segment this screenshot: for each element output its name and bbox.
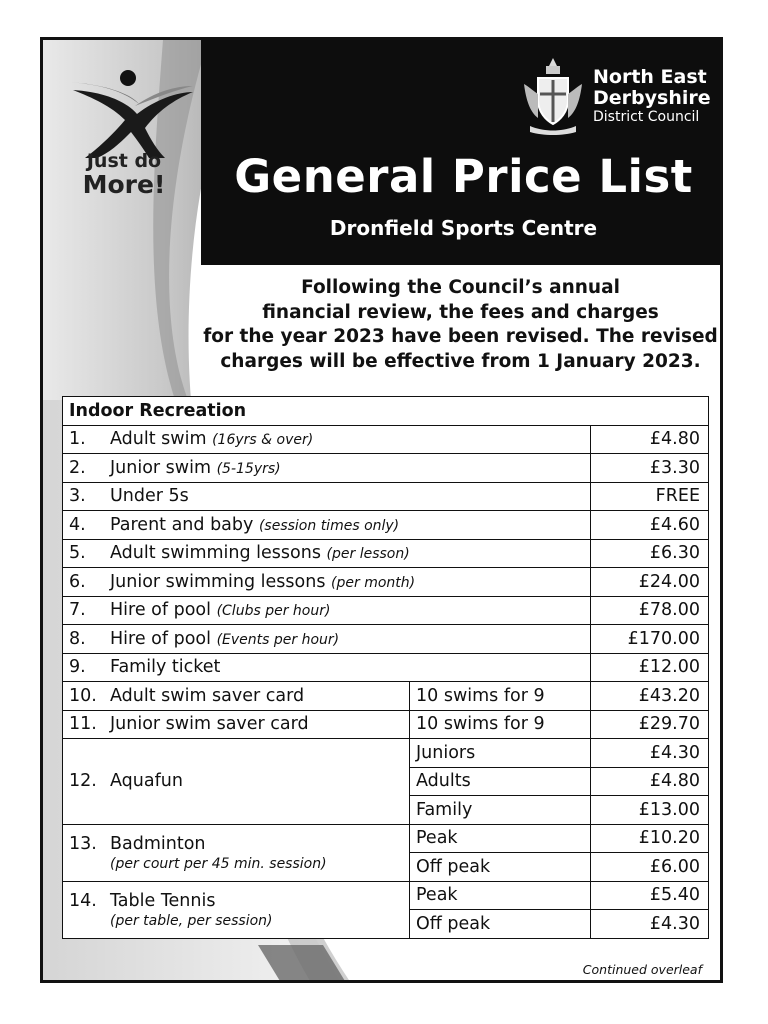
item-price: £29.70 [591, 710, 709, 739]
item-price: £6.00 [591, 853, 709, 882]
venue-subtitle: Dronfield Sports Centre [329, 216, 598, 240]
table-row [63, 739, 709, 768]
council-line-3: District Council [593, 109, 700, 126]
price-table [62, 396, 709, 939]
item-note: (per month) [331, 574, 416, 591]
item-cell [63, 682, 410, 711]
item-label: Adult swimming lessons [110, 543, 321, 564]
item-number: 3. [69, 486, 86, 507]
item-option: Peak [410, 881, 591, 910]
table-row [63, 710, 709, 739]
item-number: 6. [69, 571, 86, 592]
item-option: Juniors [410, 739, 591, 768]
section-title: Indoor Recreation [63, 397, 709, 426]
item-price: £4.30 [591, 739, 709, 768]
item-label: Junior swimming lessons [110, 571, 326, 592]
item-note: (Clubs per hour) [216, 603, 331, 620]
item-label: Junior swim [110, 457, 212, 478]
item-label: Table Tennis [110, 890, 216, 911]
item-label: Under 5s [110, 486, 189, 507]
item-label: Parent and baby [110, 514, 254, 535]
item-number: 4. [69, 514, 86, 535]
item-note: (Events per hour) [216, 631, 340, 648]
item-number: 10. [69, 685, 97, 706]
table-row [63, 482, 709, 511]
item-cell [63, 596, 591, 625]
item-label: Badminton [110, 833, 206, 854]
intro-line-3: for the year 2023 have been revised. The revised [203, 326, 718, 347]
council-line-1: North East [593, 66, 707, 88]
item-price: £6.30 [591, 539, 709, 568]
item-label: Junior swim saver card [110, 714, 309, 735]
continued-note: Continued overleaf [582, 962, 702, 977]
item-price: £13.00 [591, 796, 709, 825]
item-option: Off peak [410, 853, 591, 882]
item-number: 13. [69, 833, 97, 854]
item-price: FREE [591, 482, 709, 511]
intro-line-2: financial review, the fees and charges [262, 301, 659, 323]
table-row [63, 539, 709, 568]
item-cell [63, 539, 591, 568]
item-cell [63, 881, 410, 938]
item-number: 9. [69, 657, 86, 678]
intro-paragraph [198, 276, 723, 374]
table-section-header-row [63, 397, 709, 426]
item-cell [63, 454, 591, 483]
table-row [63, 625, 709, 654]
council-name [593, 67, 711, 125]
item-cell [63, 425, 591, 454]
item-number: 7. [69, 600, 86, 621]
item-cell [63, 739, 410, 825]
item-number: 2. [69, 457, 86, 478]
item-note: (per lesson) [326, 546, 410, 563]
tagline-line-2: More! [82, 169, 166, 199]
price-list-poster [40, 37, 723, 983]
item-price: £43.20 [591, 682, 709, 711]
item-label: Family ticket [110, 657, 221, 678]
item-note: (per court per 45 min. session) [110, 855, 327, 872]
item-price: £78.00 [591, 596, 709, 625]
item-cell [63, 568, 591, 597]
item-note: (5-15yrs) [216, 460, 281, 477]
item-cell [63, 511, 591, 540]
item-note: (session times only) [258, 517, 400, 534]
item-note: (per table, per session) [110, 912, 273, 929]
item-option: 10 swims for 9 [410, 710, 591, 739]
table-row [63, 653, 709, 682]
logo-tagline [69, 152, 179, 198]
item-option: Adults [410, 767, 591, 796]
tagline-line-1: Just do [86, 150, 162, 172]
table-row [63, 425, 709, 454]
table-row [63, 682, 709, 711]
item-price: £4.80 [591, 425, 709, 454]
council-line-2: Derbyshire [593, 86, 711, 109]
item-label: Aquafun [110, 771, 183, 792]
item-cell [63, 824, 410, 881]
item-option: Family [410, 796, 591, 825]
item-price: £4.60 [591, 511, 709, 540]
council-crest-icon [520, 54, 586, 136]
item-option: Off peak [410, 910, 591, 939]
table-row [63, 824, 709, 853]
item-label: Adult swim saver card [110, 685, 305, 706]
item-cell [63, 482, 591, 511]
item-number: 8. [69, 628, 86, 649]
table-row [63, 568, 709, 597]
page-title: General Price List [234, 150, 693, 203]
item-number: 5. [69, 543, 86, 564]
item-option: Peak [410, 824, 591, 853]
item-price: £170.00 [591, 625, 709, 654]
item-price: £10.20 [591, 824, 709, 853]
item-number: 1. [69, 429, 86, 450]
intro-line-1: Following the Council’s annual [301, 277, 620, 298]
just-do-more-logo-icon [65, 62, 195, 162]
item-price: £4.30 [591, 910, 709, 939]
table-row [63, 881, 709, 910]
item-number: 14. [69, 890, 97, 911]
item-price: £5.40 [591, 881, 709, 910]
table-row [63, 454, 709, 483]
table-row [63, 511, 709, 540]
item-label: Adult swim [110, 429, 207, 450]
item-option: 10 swims for 9 [410, 682, 591, 711]
item-cell [63, 653, 591, 682]
table-row [63, 596, 709, 625]
item-cell [63, 710, 410, 739]
item-price: £24.00 [591, 568, 709, 597]
item-cell [63, 625, 591, 654]
item-price: £12.00 [591, 653, 709, 682]
item-label: Hire of pool [110, 628, 211, 649]
item-number: 12. [69, 771, 97, 792]
item-price: £3.30 [591, 454, 709, 483]
item-number: 11. [69, 714, 97, 735]
item-label: Hire of pool [110, 600, 211, 621]
item-note: (16yrs & over) [212, 432, 314, 449]
item-price: £4.80 [591, 767, 709, 796]
intro-line-4: charges will be effective from 1 January 2023. [220, 350, 701, 372]
